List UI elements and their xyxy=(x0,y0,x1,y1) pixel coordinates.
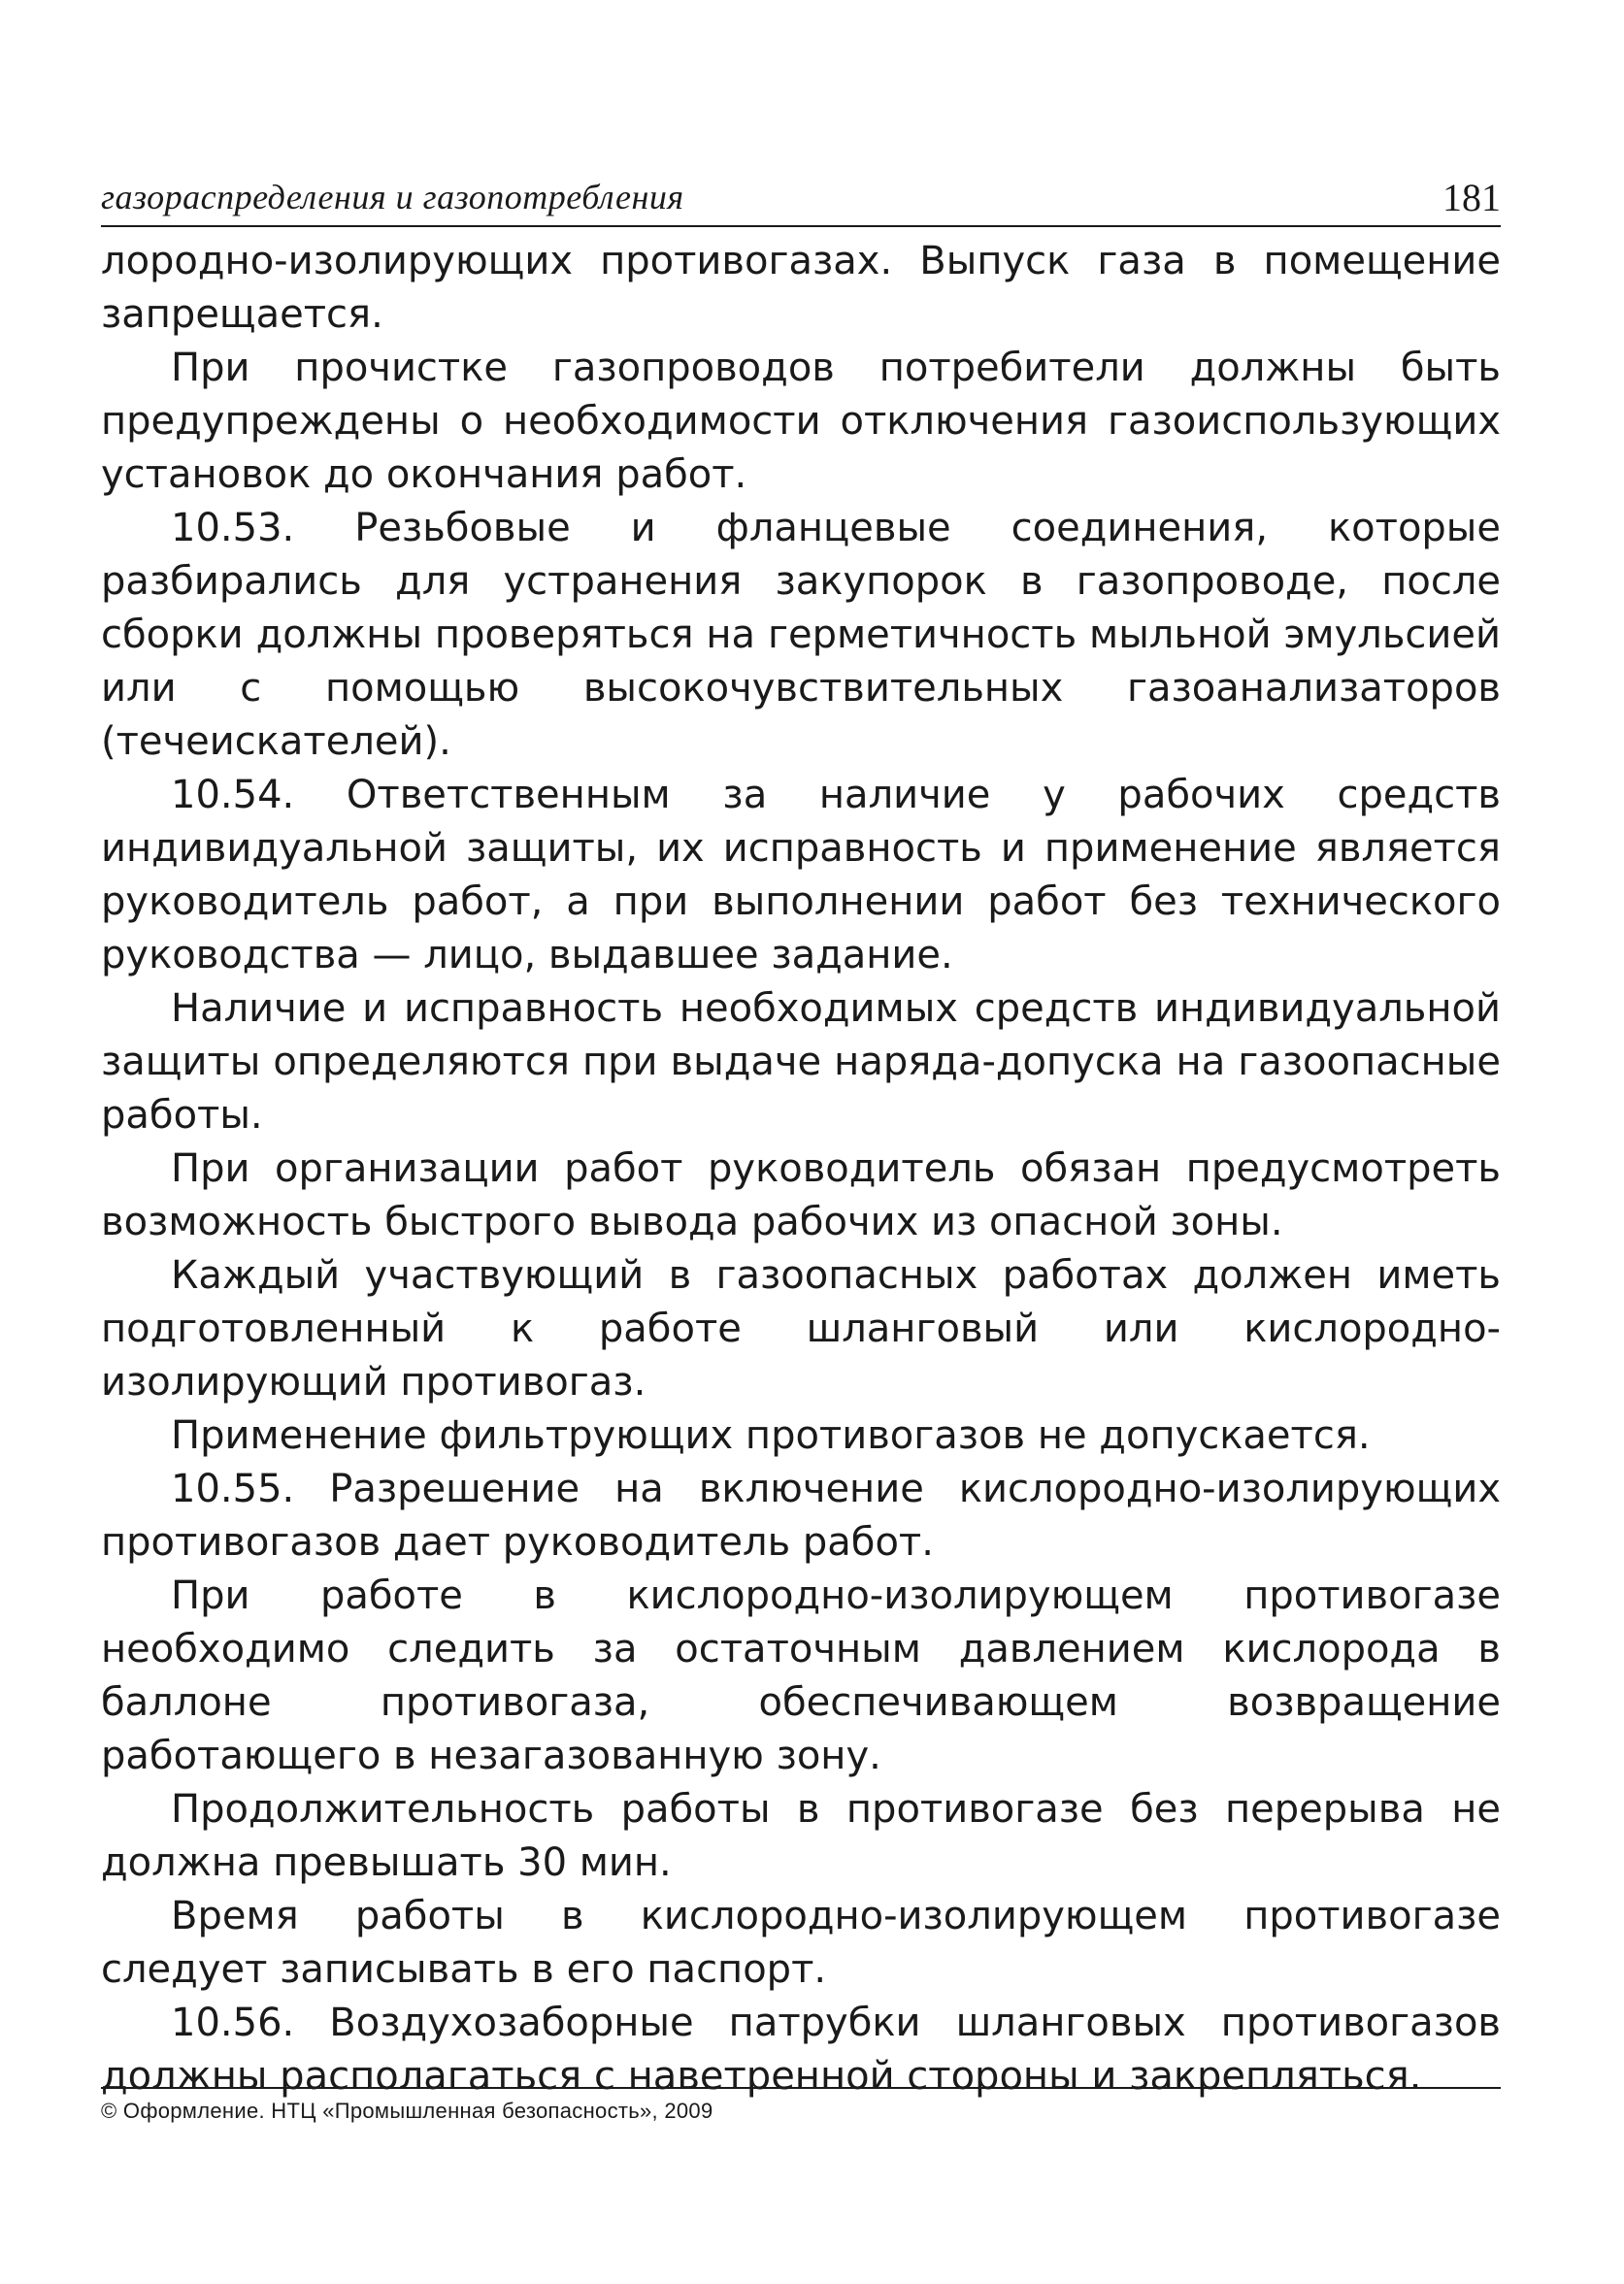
paragraph: Наличие и исправность необходимых средств индивидуальной защиты определяются при выдаче наряда-допуска на газоопасные работы. xyxy=(101,986,1501,1138)
body-text xyxy=(101,235,1501,2103)
paragraph-10-53: 10.53. Резьбовые и фланцевые соединения, которые разбирались для устранения закупорок в газопроводе, после сборки должны проверяться на герметичность мыльной эмульсией или с помощью высокочувствительных газоанализаторов (течеискателей). xyxy=(101,506,1501,764)
paragraph: Продолжительность работы в противогазе без перерыва не должна превышать 30 мин. xyxy=(101,1787,1501,1885)
paragraph: При прочистке газопроводов потребители должны быть предупреждены о необходимости отключения газоиспользующих установок до окончания работ. xyxy=(101,346,1501,497)
paragraph: лородно-изолирующих противогазах. Выпуск газа в помещение запрещается. xyxy=(101,239,1501,337)
footer-copyright: © Оформление. НТЦ «Промышленная безопасность», 2009 xyxy=(101,2087,1501,2124)
running-title: газораспределения и газопотребления xyxy=(101,178,684,216)
paragraph-10-56: 10.56. Воздухозаборные патрубки шланговых противогазов должны располагаться с наветренной стороны и закрепляться. xyxy=(101,2001,1501,2099)
running-head xyxy=(101,175,1501,227)
paragraph: Время работы в кислородно-изолирующем противогазе следует записывать в его паспорт. xyxy=(101,1894,1501,1992)
paragraph: При работе в кислородно-изолирующем противогазе необходимо следить за остаточным давлением кислорода в баллоне противогаза, обеспечивающем возвращение работающего в незагазованную зону. xyxy=(101,1573,1501,1778)
paragraph-10-54: 10.54. Ответственным за наличие у рабочих средств индивидуальной защиты, их исправность и применение является руководитель работ, а при выполнении работ без технического руководства — лицо, выдавшее задание. xyxy=(101,773,1501,977)
paragraph-10-55: 10.55. Разрешение на включение кислородно-изолирующих противогазов дает руководитель работ. xyxy=(101,1467,1501,1565)
paragraph: Применение фильтрующих противогазов не допускается. xyxy=(171,1413,1371,1458)
book-page xyxy=(101,175,1501,2155)
page-number: 181 xyxy=(1442,176,1501,219)
paragraph: При организации работ руководитель обязан предусмотреть возможность быстрого вывода рабочих из опасной зоны. xyxy=(101,1146,1501,1244)
paragraph: Каждый участвующий в газоопасных работах должен иметь подготовленный к работе шланговый или кислородно-изолирующий противогаз. xyxy=(101,1253,1501,1405)
